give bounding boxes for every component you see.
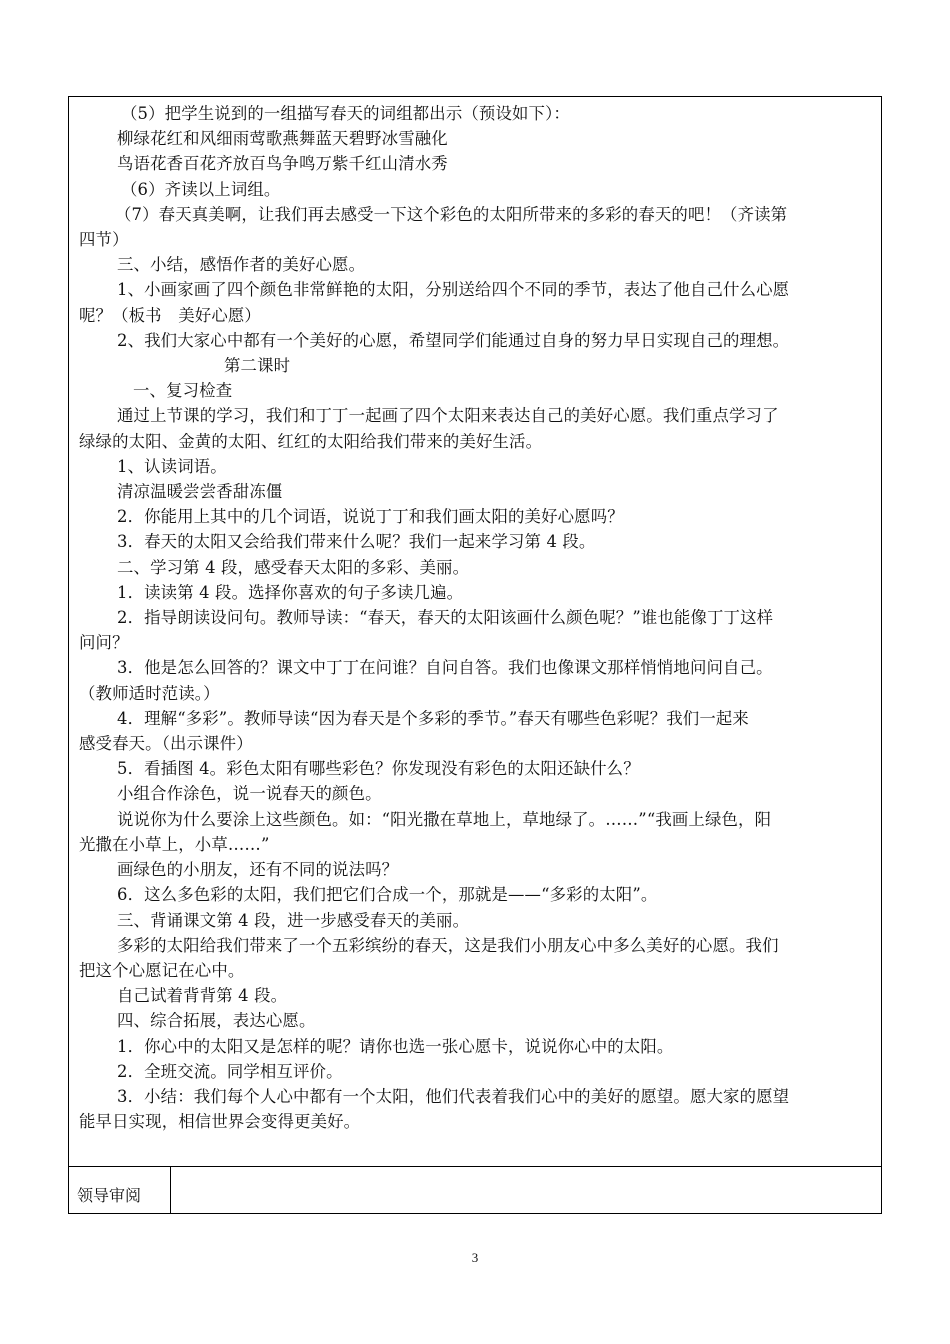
review-value-cell (171, 1167, 881, 1213)
text-line: （教师适时范读。） (79, 683, 220, 703)
review-row (69, 1167, 881, 1213)
text-line: 3．他是怎么回答的？课文中丁丁在问谁？自问自答。我们也像课文那样悄悄地问问自己。 (117, 658, 773, 678)
text-line: （6）齐读以上词组。 (121, 179, 281, 199)
text-line: 3．春天的太阳又会给我们带来什么呢？我们一起来学习第 4 段。 (117, 532, 596, 552)
text-line: 柳绿花红和风细雨莺歌燕舞蓝天碧野冰雪融化 (117, 129, 448, 149)
page-number: 3 (471, 1250, 479, 1265)
text-line: 6．这么多色彩的太阳，我们把它们合成一个，那就是——“多彩的太阳”。 (117, 885, 658, 905)
text-line: 把这个心愿记在心中。 (79, 960, 245, 980)
text-line: 小组合作涂色，说一说春天的颜色。 (117, 784, 382, 804)
text-line: 1．读读第 4 段。选择你喜欢的句子多读几遍。 (117, 582, 464, 602)
text-line: 说说你为什么要涂上这些颜色。如：“阳光撒在草地上，草地绿了。……”“我画上绿色，阳 (117, 809, 772, 829)
text-line: 光撒在小草上，小草……” (79, 834, 270, 854)
text-line: 感受春天。（出示课件） (79, 734, 253, 754)
text-line: 多彩的太阳给我们带来了一个五彩缤纷的春天，这是我们小朋友心中多么美好的心愿。我们 (117, 935, 779, 955)
text-line: 2．指导朗读设问句。教师导读：“春天，春天的太阳该画什么颜色呢？”谁也能像丁丁这样 (117, 608, 774, 628)
text-line: 四、综合拓展，表达心愿。 (117, 1011, 316, 1031)
lesson-content-cell (69, 97, 881, 1167)
text-line: 清凉温暖尝尝香甜冻僵 (117, 482, 283, 502)
text-line: 鸟语花香百花齐放百鸟争鸣万紫千红山清水秀 (117, 154, 448, 174)
text-line: 2．全班交流。同学相互评价。 (117, 1061, 343, 1081)
text-line: （7）春天真美啊，让我们再去感受一下这个彩色的太阳所带来的多彩的春天的吧！（齐读第 (115, 204, 788, 224)
text-line: 能早日实现，相信世界会变得更美好。 (79, 1112, 361, 1132)
text-line: 三、小结，感悟作者的美好心愿。 (117, 255, 366, 275)
text-line: 通过上节课的学习，我们和丁丁一起画了四个太阳来表达自己的美好心愿。我们重点学习了 (117, 406, 779, 426)
text-line: （5）把学生说到的一组描写春天的词组都出示（预设如下）： (121, 104, 570, 123)
text-line: 绿绿的太阳、金黄的太阳、红红的太阳给我们带来的美好生活。 (79, 431, 543, 451)
text-line: 四节） (79, 230, 129, 250)
lesson-plan-table (68, 96, 882, 1214)
text-line: 4．理解“多彩”。教师导读“因为春天是个多彩的季节。”春天有哪些色彩呢？我们一起来 (117, 708, 749, 728)
text-line: 2．你能用上其中的几个词语，说说丁丁和我们画太阳的美好心愿吗？ (117, 507, 624, 527)
text-line: 三、背诵课文第 4 段，进一步感受春天的美丽。 (117, 910, 470, 930)
text-line: 3．小结：我们每个人心中都有一个太阳，他们代表着我们心中的美好的愿望。愿大家的愿望 (117, 1086, 790, 1106)
text-line: 2、我们大家心中都有一个美好的心愿，希望同学们能通过自身的努力早日实现自己的理想。 (117, 330, 790, 350)
text-line: 画绿色的小朋友，还有不同的说法吗？ (117, 860, 399, 880)
text-line: 一、复习检查 (133, 381, 233, 401)
text-line: 自己试着背背第 4 段。 (117, 986, 288, 1006)
section-heading: 第二课时 (224, 356, 291, 376)
text-line: 5．看插图 4。彩色太阳有哪些彩色？你发现没有彩色的太阳还缺什么？ (117, 759, 640, 779)
text-line: 问问？ (79, 633, 129, 653)
lesson-content-text (79, 101, 875, 1134)
text-line: 呢？（板书 美好心愿） (79, 305, 261, 325)
review-label: 领导审阅 (69, 1167, 171, 1213)
text-line: 1、认读词语。 (117, 456, 227, 476)
text-line: 1、小画家画了四个颜色非常鲜艳的太阳，分别送给四个不同的季节，表达了他自己什么心愿 (117, 280, 790, 300)
text-line: 1．你心中的太阳又是怎样的呢？请你也选一张心愿卡，说说你心中的太阳。 (117, 1036, 674, 1056)
text-line: 二、学习第 4 段，感受春天太阳的多彩、美丽。 (117, 557, 470, 577)
